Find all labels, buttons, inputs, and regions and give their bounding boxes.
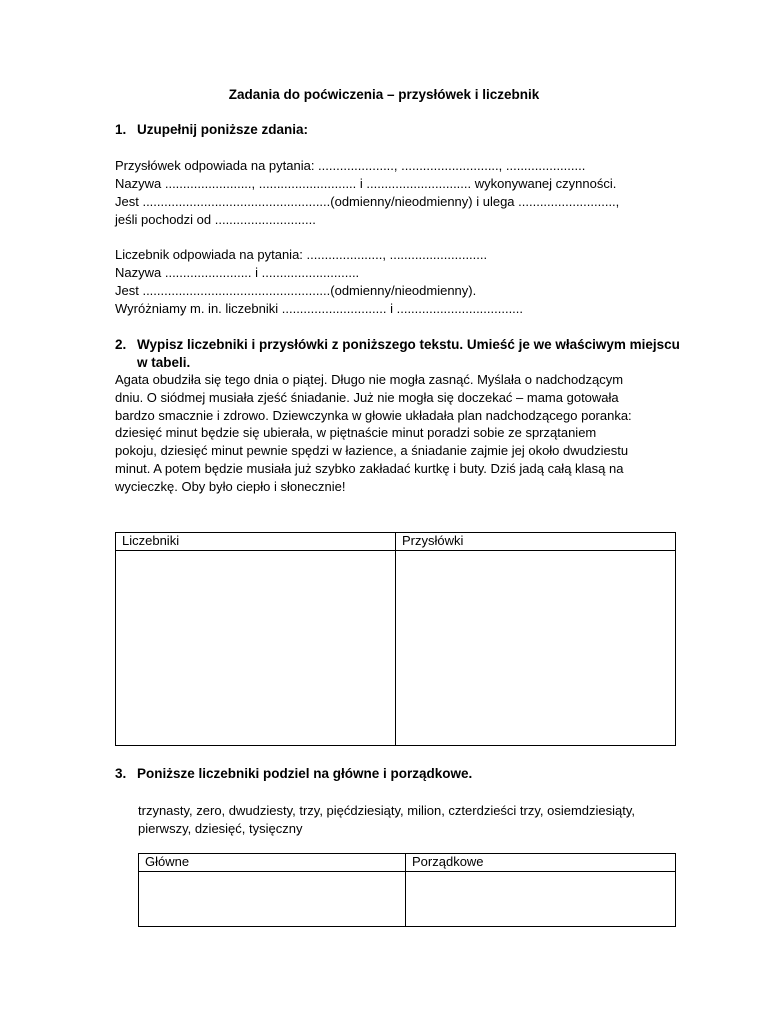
numeral-line-3: Jest ....................................................(odmienny/nieodmienny).	[115, 283, 477, 298]
adverb-line-2: Nazywa ........................, ........................... i ............................. wykonywanej czynności.	[115, 176, 617, 191]
adverb-line-3: Jest ....................................................(odmienny/nieodmienny) i ulega ...........................,	[115, 194, 620, 209]
adverbs-answer-cell[interactable]	[396, 551, 676, 746]
task2-heading-line1: Wypisz liczebniki i przysłówki z poniższego tekstu. Umieść je we właściwym miejscu	[137, 337, 680, 352]
text-line-2: dniu. O siódmej musiała zjeść śniadanie. Już nie mogła się doczekać – mama gotowała	[115, 389, 619, 405]
task1-number: 1.	[115, 122, 127, 137]
task1-heading-text: Uzupełnij poniższe zdania:	[137, 122, 309, 137]
numeral-line-1: Liczebnik odpowiada na pytania: ....................., ...........................	[115, 247, 488, 262]
table-header-adverbs: Przysłówki	[396, 533, 676, 551]
adverb-line-4: jeśli pochodzi od ............................	[115, 212, 316, 227]
task2-heading-line2: w tabeli.	[137, 355, 191, 370]
text-line-3: bardzo smacznie i zdrowo. Dziewczynka w głowie układała plan nadchodzącego poranka:	[115, 407, 632, 423]
document-title: Zadania do poćwiczenia – przysłówek i liczebnik	[228, 87, 540, 102]
table-header-numerals: Liczebniki	[116, 533, 396, 551]
text-line-1: Agata obudziła się tego dnia o piątej. Długo nie mogła zasnąć. Myślała o nadchodzącym	[115, 372, 624, 387]
task3-heading	[115, 766, 472, 781]
task3-heading-text: Poniższe liczebniki podziel na główne i porządkowe.	[137, 766, 473, 781]
numeral-line-2: Nazywa ........................ i ...........................	[115, 265, 360, 280]
task2-table	[115, 532, 676, 746]
cardinal-answer-cell[interactable]	[139, 872, 406, 927]
numeral-line-4: Wyróżniamy m. in. liczebniki ............................. i ...................................	[115, 301, 524, 316]
text-line-7: wycieczkę. Oby było ciepło i słonecznie!	[115, 478, 346, 494]
numeral-list-line-2: pierwszy, dziesięć, tysięczny	[138, 821, 303, 836]
numerals-answer-cell[interactable]	[116, 551, 396, 746]
task2-text	[115, 371, 675, 496]
task3-numeral-list	[138, 802, 635, 838]
text-line-4: dziesięć minut będzie się ubierała, w piętnaście minut poradzi sobie ze sprzątaniem	[115, 425, 597, 441]
task2-heading	[115, 336, 680, 372]
task3-number: 3.	[115, 766, 127, 781]
numeral-list-line-1: trzynasty, zero, dwudziesty, trzy, pięćdziesiąty, milion, czterdzieści trzy, osiemdziesiąty,	[138, 803, 636, 818]
table-header-cardinal: Główne	[139, 854, 406, 872]
ordinal-answer-cell[interactable]	[406, 872, 676, 927]
table-header-ordinal: Porządkowe	[406, 854, 676, 872]
task3-table	[138, 853, 676, 927]
task2-number: 2.	[115, 337, 127, 352]
task1-heading	[115, 122, 308, 137]
text-line-5: pokoju, dziesięć minut pewnie spędzi w łazience, a śniadanie zajmie jej około dwudziestu	[115, 443, 629, 459]
adverb-line-1: Przysłówek odpowiada na pytania: ....................., ..........................., ......................	[115, 158, 586, 173]
text-line-6: minut. A potem będzie musiała już szybko zakładać kurtkę i buty. Dziś jadą całą klasą na	[115, 460, 624, 476]
